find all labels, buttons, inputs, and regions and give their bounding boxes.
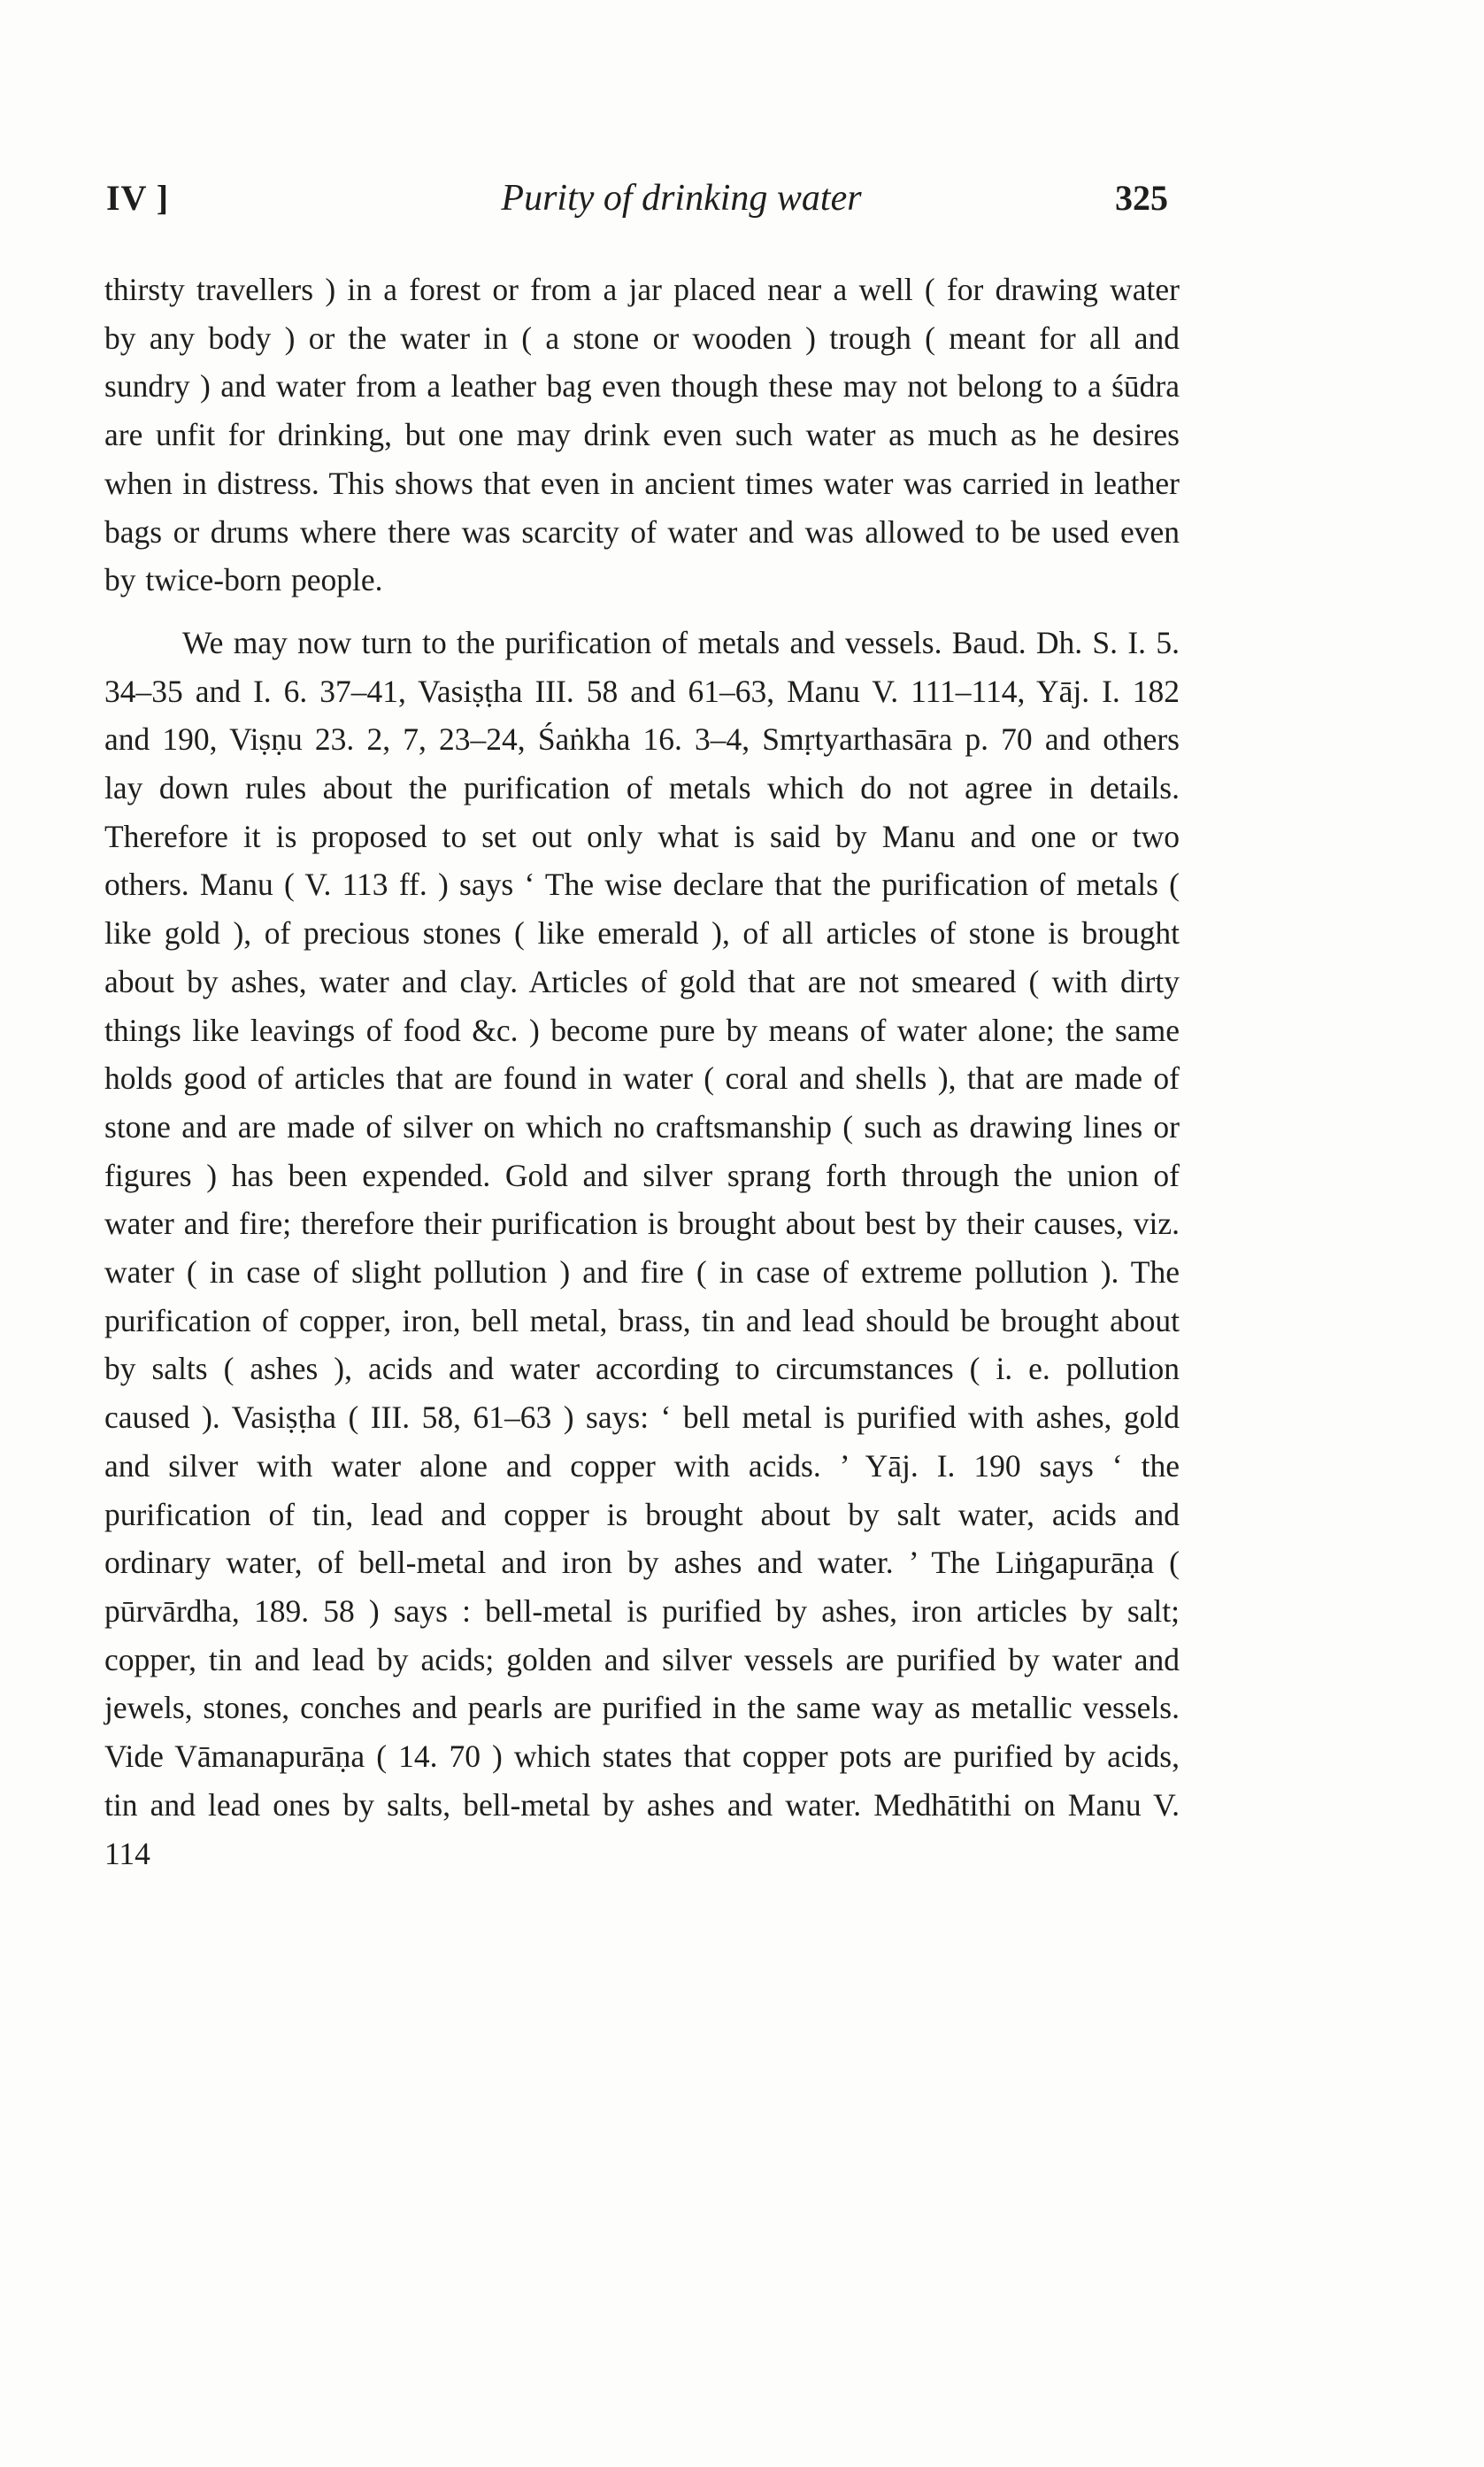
- page-header: [106, 177, 1168, 230]
- paragraph-continued: thirsty travellers ) in a forest or from a jar placed near a well ( for drawing water by any body ) or the water in ( a stone or wooden ) trough ( meant for all and sundry ) and water from a leather bag even though these may not belong to a śūdra are unfit for drinking, but one may drink even such water as much as he desires when in distress. This shows that even in ancient times water was carried in leather bags or drums where there was scarcity of water and was allowed to be used even by twice-born people.: [104, 272, 1180, 598]
- running-title: Purity of drinking water: [501, 178, 862, 219]
- paragraph-purification-of-metals: We may now turn to the purification of metals and vessels. Baud. Dh. S. I. 5. 34–35 and I. 6. 37–41, Vasiṣṭha III. 58 and 61–63, Manu V. 111–114, Yāj. I. 182 and 190, Viṣṇu 23. 2, 7, 23–24, Śaṅkha 16. 3–4, Smṛtyarthasāra p. 70 and others lay down rules about the purification of metals which do not agree in details. Therefore it is proposed to set out only what is said by Manu and one or two others. Manu ( V. 113 ff. ) says ‘ The wise declare that the purification of metals ( like gold ), of precious stones ( like emerald ), of all articles of stone is brought about by ashes, water and clay. Articles of gold that are not smeared ( with dirty things like leavings of food &c. ) become pure by means of water alone; the same holds good of articles that are found in water ( coral and shells ), that are made of stone and are made of silver on which no craftsmanship ( such as drawing lines or figures ) has been expended. Gold and silver sprang forth through the union of water and fire; therefore their purification is brought about best by their causes, viz. water ( in case of slight pollution ) and fire ( in case of extreme pollution ). The purification of copper, iron, bell metal, brass, tin and lead should be brought about by salts ( ashes ), acids and water according to circumstances ( i. e. pollution caused ). Vasiṣṭha ( III. 58, 61–63 ) says: ‘ bell metal is purified with ashes, gold and silver with water alone and copper with acids. ’ Yāj. I. 190 says ‘ the purification of tin, lead and copper is brought about by salt water, acids and ordinary water, of bell-metal and iron by ashes and water. ’ The Liṅgapurāṇa ( pūrvārdha, 189. 58 ) says : bell-metal is purified by ashes, iron articles by salt; copper, tin and lead by acids; golden and silver vessels are purified by water and jewels, stones, conches and pearls are purified in the same way as metallic vessels. Vide Vāmanapurāṇa ( 14. 70 ) which states that copper pots are purified by acids, tin and lead ones by salts, bell-metal by ashes and water. Medhātithi on Manu V. 114: [104, 624, 1180, 1871]
- section-number: IV ]: [106, 178, 170, 218]
- body-text: [104, 266, 1180, 1877]
- page-number: 325: [1115, 178, 1168, 218]
